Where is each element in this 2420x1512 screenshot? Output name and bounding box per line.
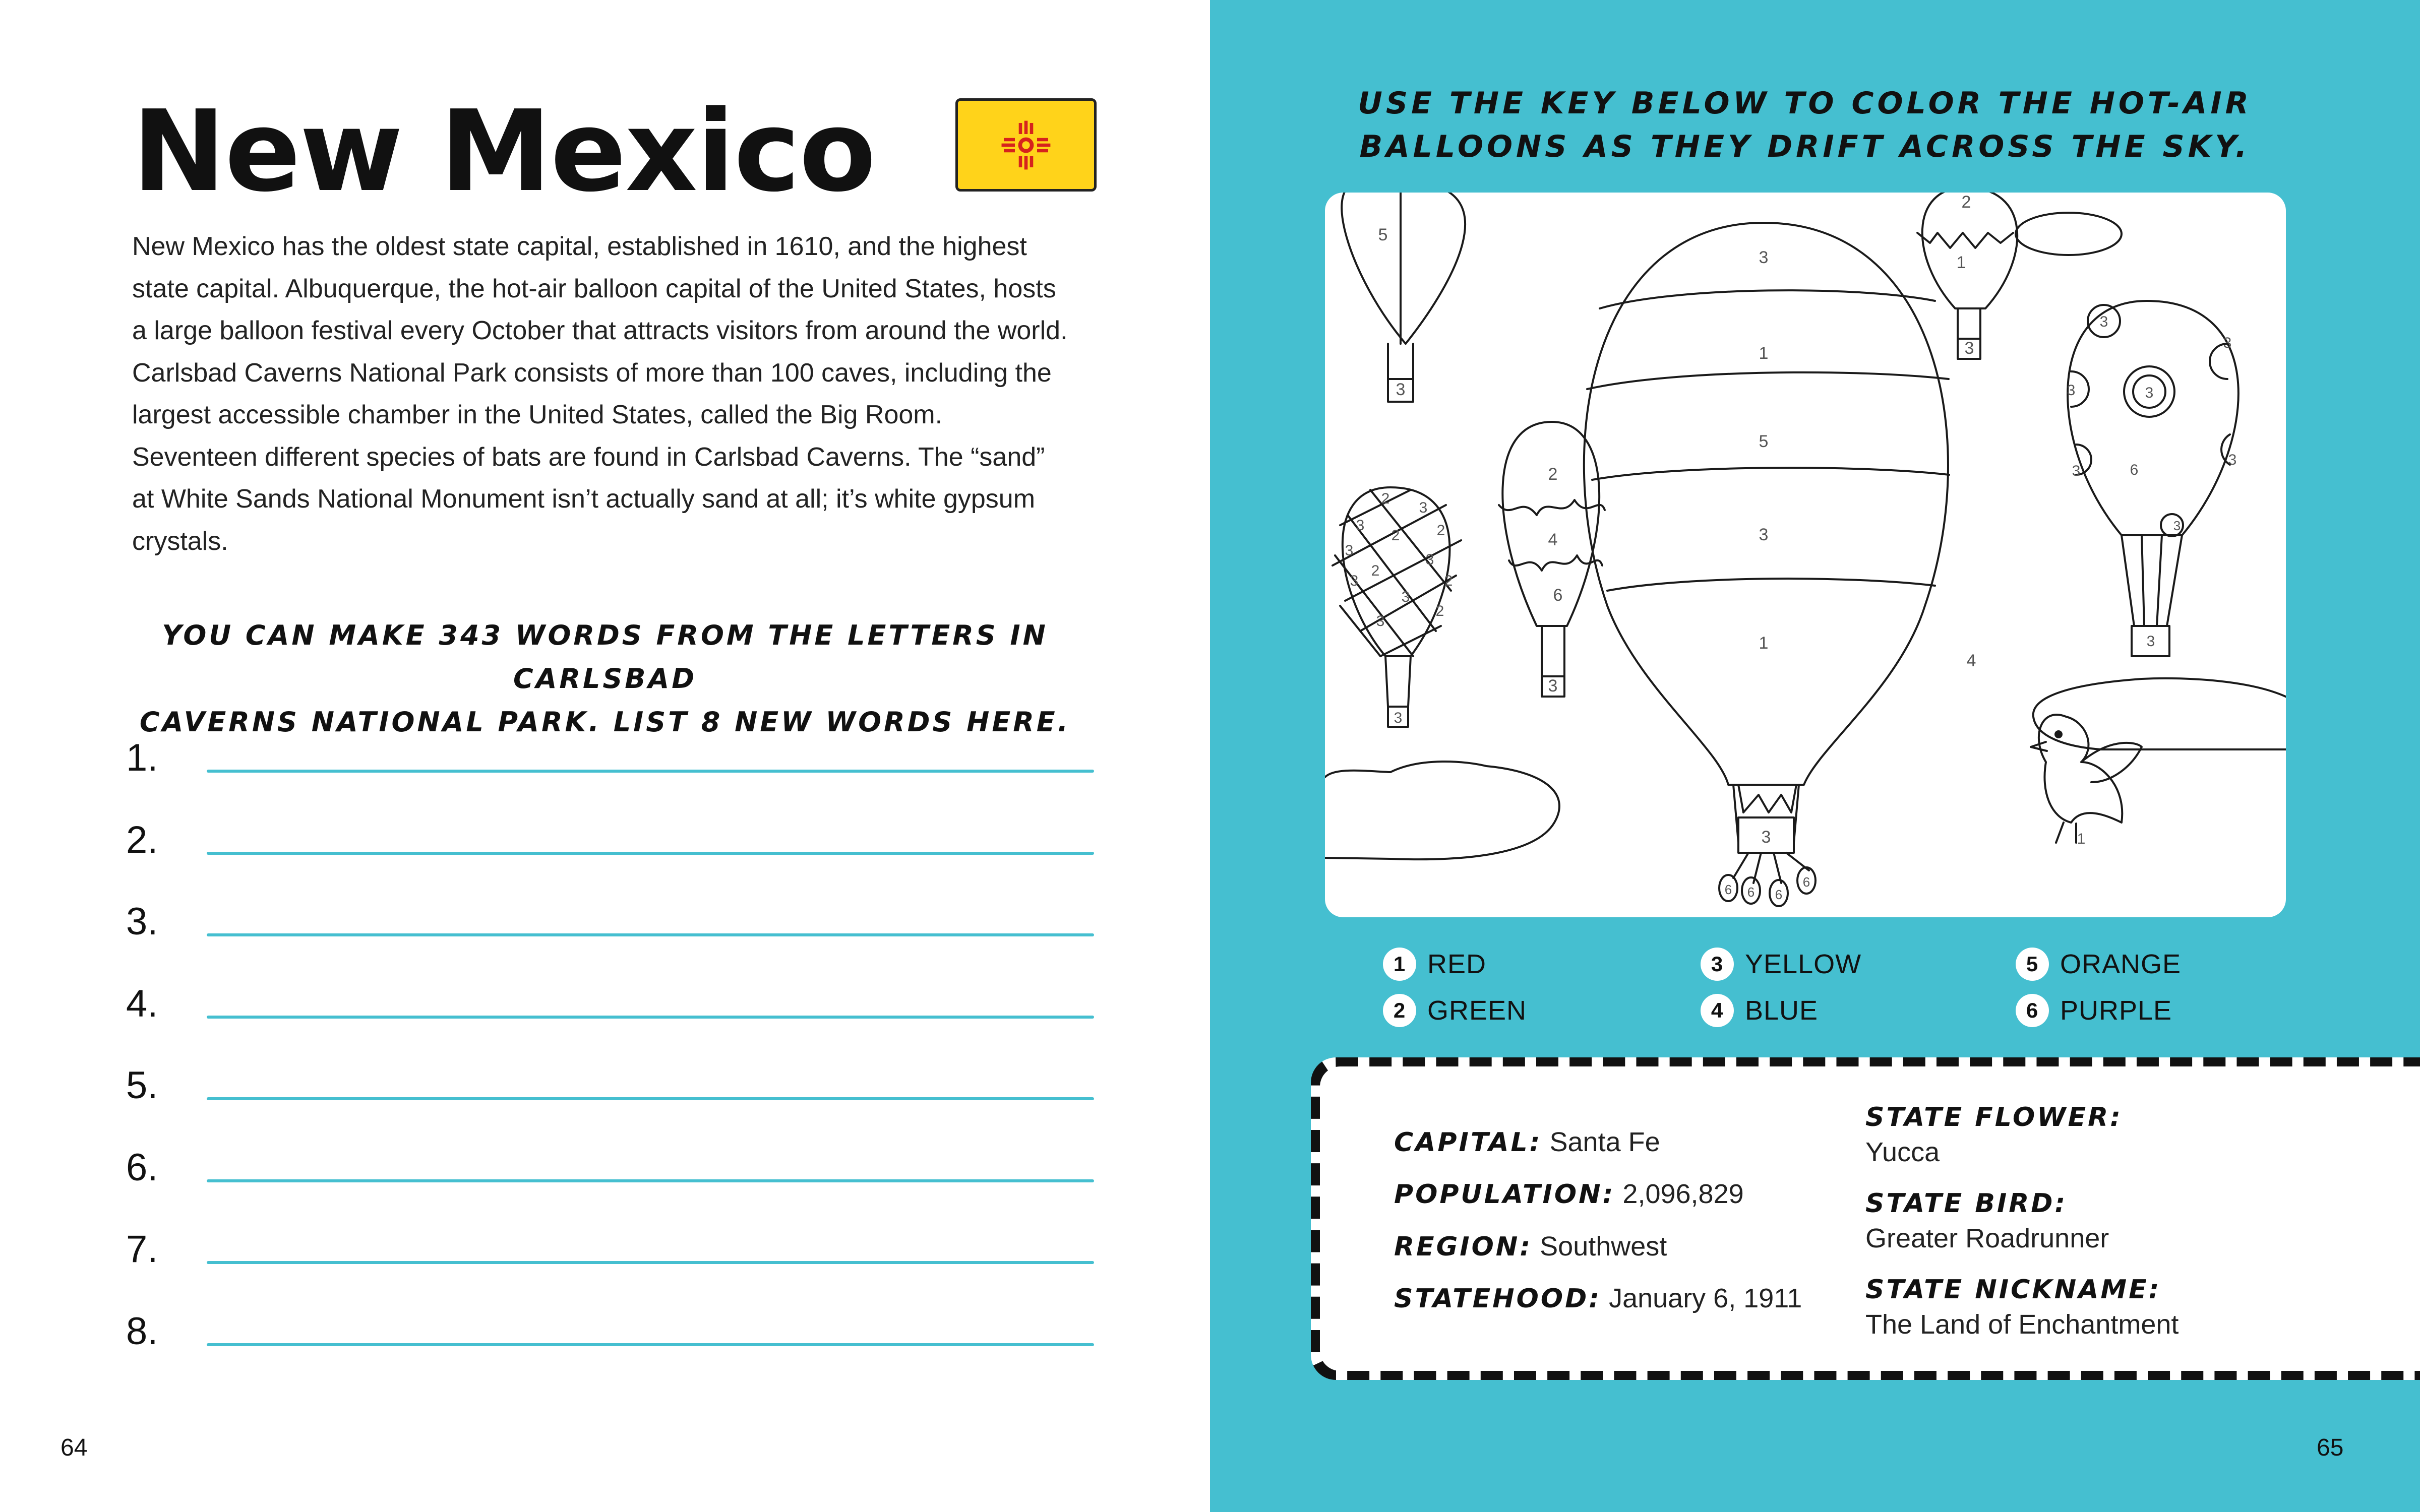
fact-value: Yucca (1865, 1137, 1940, 1167)
answer-row[interactable] (126, 1220, 1094, 1302)
cloud-bottom-right[interactable] (2033, 678, 2286, 749)
fact-value: Greater Roadrunner (1865, 1223, 2109, 1253)
answer-line[interactable] (207, 1343, 1094, 1346)
fact-label: CAPITAL: (1394, 1127, 1542, 1158)
answer-list (126, 728, 1094, 1383)
key-color-label: ORANGE (2060, 949, 2182, 979)
fact-label: STATE BIRD: (1865, 1188, 2068, 1219)
key-number-badge: 1 (1383, 948, 1416, 981)
page-number-right: 65 (2317, 1434, 2344, 1461)
number-label: 3 (1419, 499, 1428, 516)
key-number-badge: 2 (1383, 994, 1416, 1027)
number-label: 4 (1548, 530, 1558, 549)
balloon-big[interactable] (1584, 223, 1949, 906)
zia-sun-symbol-icon (998, 117, 1054, 173)
key-color-label: BLUE (1745, 995, 1819, 1026)
answer-row[interactable] (126, 728, 1094, 810)
key-color-label: RED (1427, 949, 1487, 979)
fact-label: POPULATION: (1394, 1179, 1615, 1210)
balloon-mid[interactable] (1499, 422, 1605, 697)
answer-line[interactable] (207, 1097, 1094, 1100)
key-item (1383, 948, 1486, 981)
answer-line[interactable] (207, 1016, 1094, 1019)
number-label: 3 (2228, 452, 2237, 468)
hot-air-balloon-drawing[interactable] (1325, 193, 2286, 917)
number-label: 2 (1436, 522, 1445, 539)
number-label: 1 (1759, 344, 1769, 363)
number-label: 3 (1376, 613, 1385, 629)
coloring-instructions-line-2: BALLOONS AS THEY DRIFT ACROSS THE SKY. (1359, 129, 2251, 164)
color-key (1383, 948, 2290, 1048)
answer-row[interactable] (126, 810, 1094, 893)
key-item (2016, 948, 2181, 981)
number-label: 1 (1956, 253, 1966, 272)
fact-population (1394, 1178, 1744, 1210)
coloring-instructions (1336, 82, 2274, 168)
answer-line[interactable] (207, 933, 1094, 936)
bird[interactable] (2031, 715, 2142, 843)
fact-value: January 6, 1911 (1609, 1283, 1802, 1313)
number-label: 2 (1961, 193, 1971, 212)
answer-line[interactable] (207, 852, 1094, 855)
fact-state-nickname (1865, 1274, 2179, 1340)
fact-value: 2,096,829 (1622, 1179, 1744, 1209)
state-flag (955, 98, 1097, 192)
number-label: 3 (2173, 518, 2181, 533)
intro-paragraph: New Mexico has the oldest state capital, established in 1610, and the highest state capital. Albuquerque, the hot-air balloon capital of the United States, hosts a large balloon festival every October that attracts visitors from around the world. Carlsbad Caverns National Park consists of more than 100 caves, including the largest accessible chamber in the United States, called the Big Room. Seventeen different species of bats are found in Carlsbad Caverns. The “sand” at White Sands National Monument isn’t actually sand at all; it’s white gypsum crystals. (132, 232, 1068, 556)
number-label: 3 (1761, 828, 1771, 847)
cloud-bottom-left[interactable] (1325, 762, 1559, 859)
coloring-canvas[interactable] (1325, 193, 2286, 917)
fact-region (1394, 1231, 1667, 1262)
answer-row[interactable] (126, 1056, 1094, 1138)
number-label: 5 (1759, 432, 1769, 451)
key-number-badge: 4 (1701, 994, 1734, 1027)
answer-number: 2. (126, 818, 158, 861)
fact-statehood (1394, 1283, 1802, 1314)
number-label: 3 (1548, 676, 1558, 696)
number-label: 6 (1802, 874, 1810, 890)
key-number-badge: 3 (1701, 948, 1734, 981)
number-label: 3 (2067, 382, 2076, 399)
number-label: 6 (1724, 882, 1732, 897)
key-color-label: PURPLE (2060, 995, 2172, 1026)
number-label: 6 (1775, 887, 1783, 902)
number-label: 3 (1356, 517, 1365, 534)
answer-number: 6. (126, 1146, 158, 1189)
number-label: 6 (1747, 885, 1755, 900)
number-label: 5 (1378, 225, 1388, 244)
number-label: 3 (1759, 525, 1769, 544)
answer-number: 7. (126, 1228, 158, 1271)
number-label: 3 (1759, 248, 1769, 267)
number-label: 2 (1435, 603, 1444, 619)
balloon-top-left[interactable] (1342, 193, 1465, 402)
key-item (2016, 994, 2172, 1027)
number-label: 3 (1401, 589, 1410, 605)
fact-value: Southwest (1540, 1231, 1667, 1262)
fact-capital (1394, 1126, 1660, 1158)
number-label: 3 (1396, 380, 1406, 399)
fact-value: The Land of Enchantment (1865, 1309, 2179, 1340)
word-prompt (121, 614, 1089, 744)
coloring-instructions-line-1: USE THE KEY BELOW TO COLOR THE HOT-AIR (1358, 86, 2252, 121)
number-label: 3 (2145, 385, 2154, 401)
number-label: 3 (2146, 633, 2155, 650)
number-label: 6 (1553, 586, 1563, 605)
answer-line[interactable] (207, 1179, 1094, 1182)
balloon-top-small[interactable] (1917, 193, 2017, 359)
answer-line[interactable] (207, 770, 1094, 773)
number-label: 1 (2077, 831, 2086, 847)
number-label: 3 (1345, 542, 1354, 559)
number-label: 4 (1966, 651, 1976, 670)
number-label: 3 (1964, 339, 1974, 358)
number-label: 1 (1759, 634, 1769, 653)
answer-number: 8. (126, 1309, 158, 1353)
number-label: 6 (2130, 462, 2139, 478)
fact-label: STATE NICKNAME: (1865, 1275, 2161, 1305)
key-color-label: GREEN (1427, 995, 1527, 1026)
answer-row[interactable] (126, 892, 1094, 974)
number-label: 3 (2072, 463, 2081, 479)
answer-row[interactable] (126, 974, 1094, 1056)
word-prompt-line-2: CAVERNS NATIONAL PARK. LIST 8 NEW WORDS HERE. (139, 706, 1071, 738)
balloon-polka-dots[interactable] (2068, 301, 2238, 656)
key-color-label: YELLOW (1745, 949, 1862, 979)
number-label: 3 (1350, 573, 1359, 589)
page-number-left: 64 (60, 1434, 88, 1461)
answer-number: 4. (126, 982, 158, 1025)
number-label: 2 (1381, 490, 1390, 507)
answer-row[interactable] (126, 1138, 1094, 1220)
key-item (1383, 994, 1527, 1027)
answer-number: 3. (126, 900, 158, 943)
answer-number: 1. (126, 736, 158, 779)
answer-number: 5. (126, 1064, 158, 1107)
number-label: 2 (1391, 527, 1400, 544)
number-label: 3 (2099, 313, 2108, 330)
key-number-badge: 5 (2016, 948, 2049, 981)
answer-line[interactable] (207, 1261, 1094, 1264)
number-label: 2 (1371, 562, 1380, 579)
cloud-top-right[interactable] (2016, 213, 2122, 255)
key-item (1701, 994, 1818, 1027)
fact-state-flower (1865, 1101, 2123, 1168)
key-number-badge: 6 (2016, 994, 2049, 1027)
number-label: 3 (1425, 551, 1434, 568)
answer-row[interactable] (126, 1302, 1094, 1384)
fact-label: STATE FLOWER: (1865, 1102, 2123, 1132)
fact-state-bird (1865, 1187, 2109, 1254)
word-prompt-line-1: YOU CAN MAKE 343 WORDS FROM THE LETTERS IN CARLSBAD (162, 619, 1048, 695)
number-label: 3 (1394, 710, 1403, 726)
page-title: New Mexico (132, 87, 875, 217)
number-label: 2 (1444, 573, 1453, 589)
fact-value: Santa Fe (1549, 1127, 1660, 1157)
fact-label: STATEHOOD: (1394, 1284, 1602, 1314)
number-label: 3 (2223, 335, 2232, 351)
fact-label: REGION: (1394, 1232, 1533, 1262)
key-item (1701, 948, 1861, 981)
number-label: 2 (1548, 465, 1558, 484)
